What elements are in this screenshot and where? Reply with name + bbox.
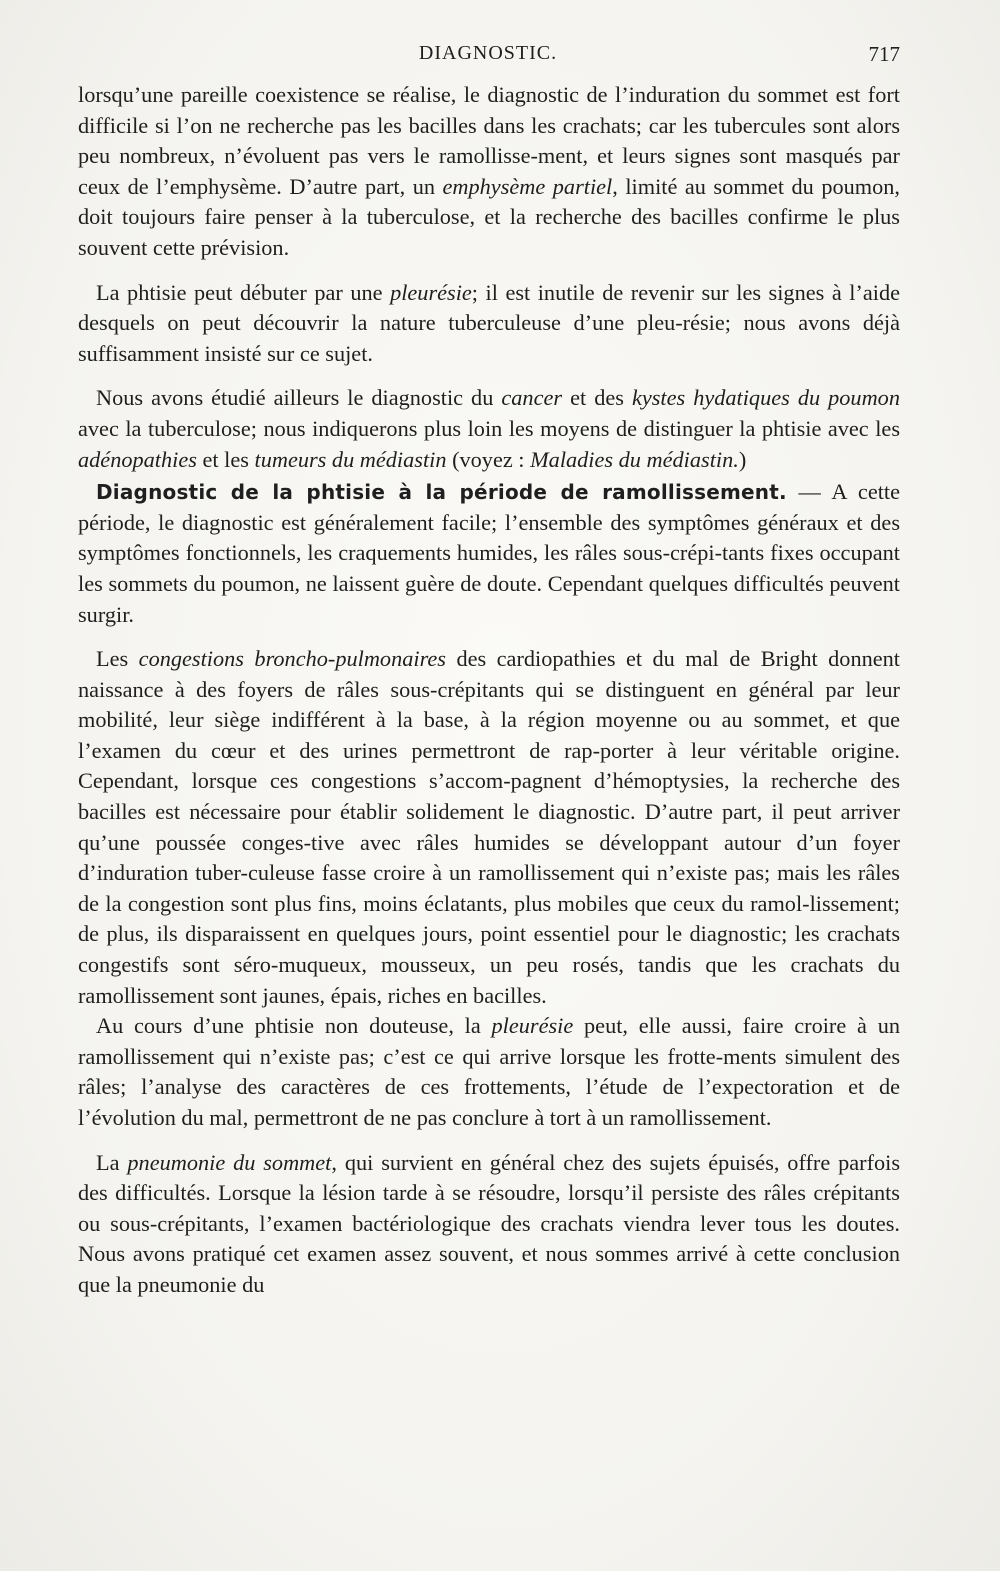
text-run: , qui survient en général chez des sujets épuisés, offre parfois des difficultés. Lorsque la lésion tarde à se résoudre, lorsqu’il persiste des râles crépitants ou sous-crépitants, l’examen bactériologique des crachats viendra lever tous les doutes. Nous avons pratiqué cet examen assez souvent, et nous sommes arrivé à cette conclusion que la pneumonie du bbox=[78, 1149, 901, 1297]
text-run: La bbox=[96, 1149, 128, 1175]
italic-term: emphysème partiel bbox=[442, 173, 613, 199]
text-run: ) bbox=[738, 446, 747, 472]
italic-term: kystes hydatiques du poumon bbox=[631, 385, 900, 411]
paragraph-pleurisy-course bbox=[78, 1011, 900, 1133]
running-header bbox=[76, 42, 900, 72]
text-run: lorsqu’une pareille coexistence se réalise, le diagnostic de l’induration du sommet est fort difficile si l’on ne recherche pas les bacilles dans les crachats; car les tubercules sont alors peu nombreux, n’évoluent pas vers le ramollisse-ment, et leurs signes sont masqués par ceux de l’emphysème. D’autre part, un bbox=[78, 82, 900, 199]
italic-term: pleurésie bbox=[390, 279, 472, 305]
paragraph-congestions bbox=[78, 644, 900, 1011]
text-run: des cardiopathies et du mal de Bright donnent naissance à des foyers de râles sous-crépitants qui se distinguent en général par leur mobilité, leur siège indifférent à la base, à la région moyenne ou au sommet, et que l’examen du cœur et des urines permettront de rap-porter à leur véritable origine. Cependant, lorsque ces congestions s’accom-pagnent d’hémoptysies, la recherche des bacilles est nécessaire pour établir solidement le diagnostic. D’autre part, il peut arriver qu’une poussée conges-tive avec râles humides se développant autour d’un foyer d’induration tuber-culeuse fasse croire à un ramollissement qui n’existe pas; mais les râles de la congestion sont plus fins, moins éclatants, plus mobiles que ceux du ramol-lissement; de plus, ils disparaissent en quelques jours, point essentiel pour le diagnostic; les crachats congestifs sont séro-muqueux, mousseux, un peu rosés, tandis que les crachats du ramollissement sont jaunes, épais, riches en bacilles. bbox=[78, 646, 900, 1008]
italic-term: tumeurs du médiastin bbox=[254, 446, 447, 472]
italic-term: congestions broncho-pulmonaires bbox=[138, 646, 446, 672]
paragraph-pleurisy bbox=[78, 278, 900, 370]
text-run: Les bbox=[96, 646, 139, 672]
text-run: , limité au sommet du poumon, doit toujours faire penser à la tuberculose, et la recherche des bacilles confirme le plus souvent cette prévision. bbox=[78, 173, 900, 260]
text-run: La phtisie peut débuter par une bbox=[96, 279, 391, 305]
text-run: Nous avons étudié ailleurs le diagnostic du bbox=[96, 385, 502, 411]
italic-term: pneumonie du sommet bbox=[127, 1149, 332, 1175]
text-run: et les bbox=[196, 446, 255, 472]
text-run: ; il est inutile de revenir sur les signes à l’aide desquels on peut découvrir la nature tuberculeuse d’une pleu-résie; nous avons déjà suffisamment insisté sur ce sujet. bbox=[78, 279, 900, 366]
italic-term: cancer bbox=[501, 385, 563, 411]
italic-term: Maladies du médiastin. bbox=[530, 446, 739, 472]
italic-term: adénopathies bbox=[78, 446, 197, 472]
text-run: (voyez : bbox=[446, 446, 531, 472]
body-text bbox=[78, 80, 900, 1301]
running-title: DIAGNOSTIC. bbox=[418, 42, 558, 64]
text-run: et des bbox=[562, 385, 632, 411]
text-run: avec la tuberculose; nous indiquerons plus loin les moyens de distinguer la phtisie avec les bbox=[78, 415, 900, 441]
text-run: — A cette période, le diagnostic est généralement facile; l’ensemble des symptômes généraux et des symptômes fonctionnels, les craquements humides, les râles sous-crépi-tants fixes occupant les sommets du poumon, ne laissent guère de doute. Cependant quelques difficultés peuvent surgir. bbox=[78, 479, 901, 627]
page-number: 717 bbox=[868, 42, 900, 66]
paragraph-softening-heading bbox=[78, 477, 900, 630]
text-run: peut, elle aussi, faire croire à un ramollissement qui n’existe pas; c’est ce qui arrive lorsque les frotte-ments simulent des râles; l’analyse des caractères de ces frottements, l’étude de l’expectoration et de l’évolution du mal, permettront de ne pas conclure à tort à un ramollissement. bbox=[78, 1013, 900, 1130]
text-run: Au cours d’une phtisie non douteuse, la bbox=[96, 1013, 492, 1039]
paragraph-emphysema bbox=[78, 80, 900, 264]
italic-term: pleurésie bbox=[491, 1013, 574, 1039]
section-heading: Diagnostic de la phtisie à la période de ramollissement. bbox=[96, 480, 787, 505]
paragraph-pneumonia bbox=[78, 1148, 900, 1301]
paragraph-cancer-cysts bbox=[78, 383, 900, 475]
